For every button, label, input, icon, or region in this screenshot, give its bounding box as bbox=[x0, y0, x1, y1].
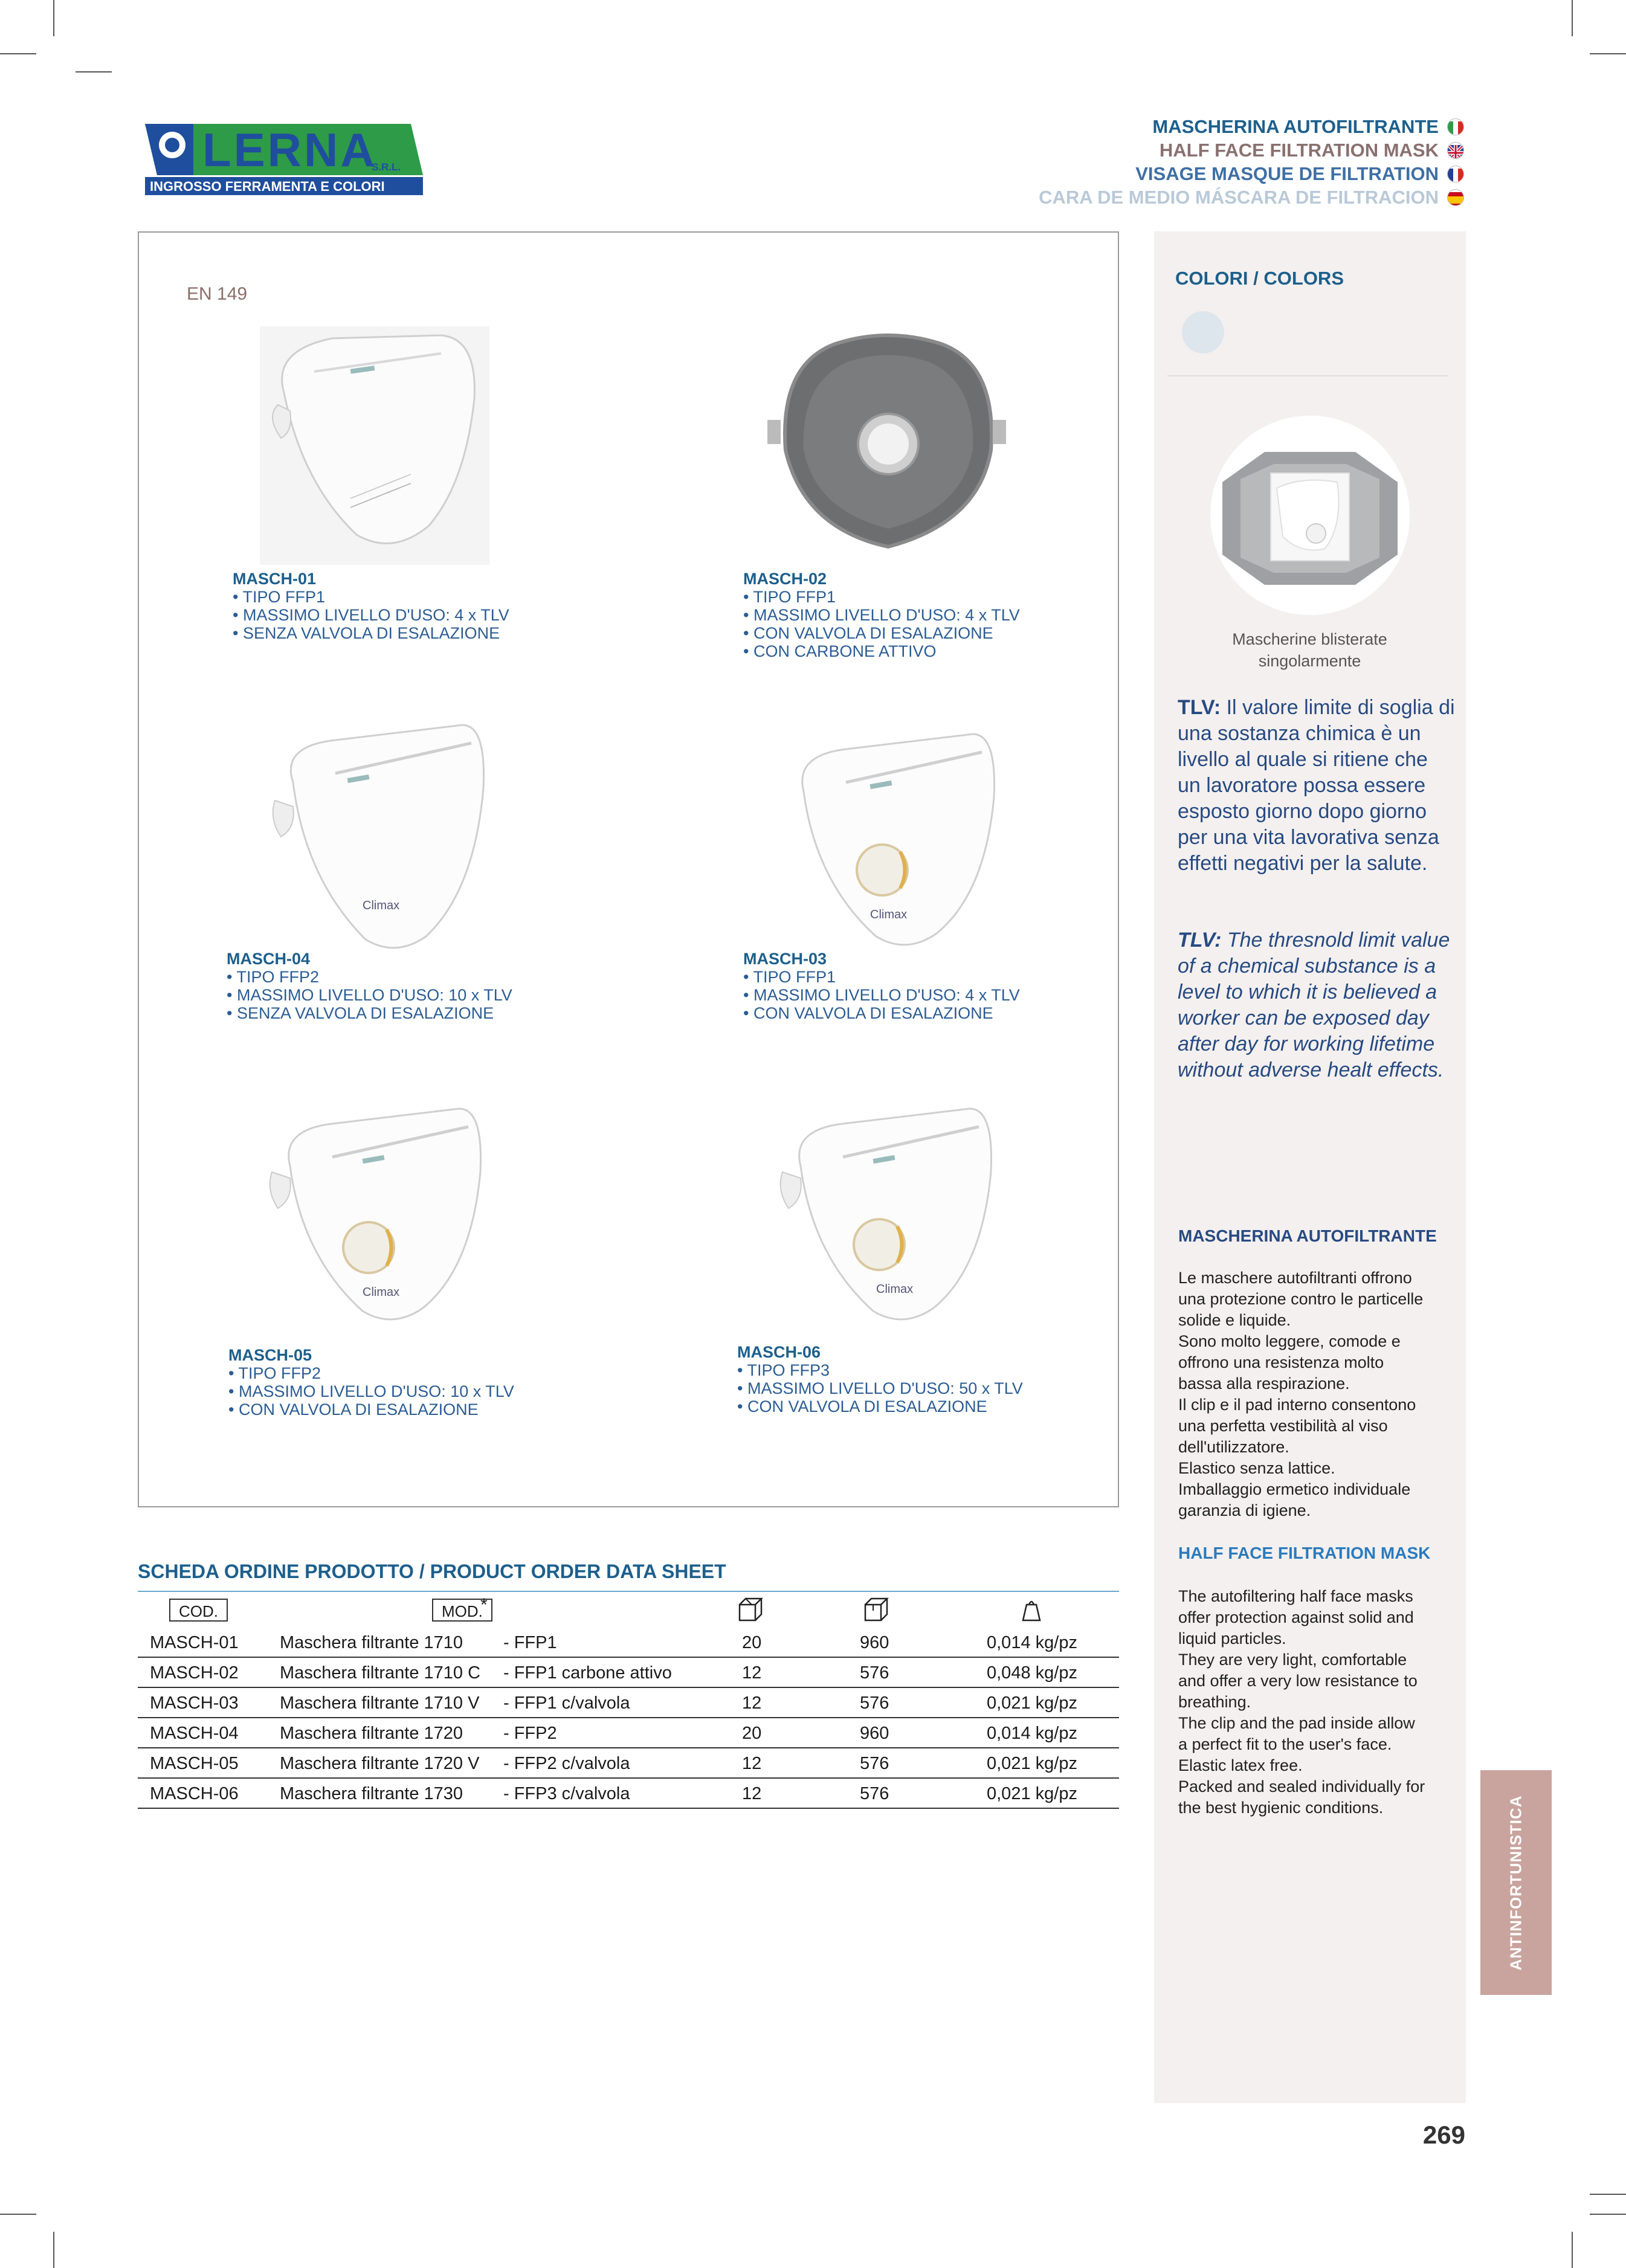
order-table-title: SCHEDA ORDINE PRODOTTO / PRODUCT ORDER DATA SHEET bbox=[138, 1561, 726, 1582]
cell-box: 960 bbox=[860, 1724, 889, 1743]
product-masch-01 bbox=[233, 570, 509, 642]
mask-02-image bbox=[767, 329, 1006, 559]
cell-desc: Maschera filtrante 1710 bbox=[280, 1633, 463, 1652]
cell-type: - FFP2 bbox=[503, 1724, 557, 1743]
description-line: Packed and sealed individually for bbox=[1178, 1777, 1425, 1796]
cell-cod: MASCH-02 bbox=[150, 1663, 239, 1683]
cell-desc: Maschera filtrante 1720 V bbox=[280, 1754, 480, 1773]
description-line: bassa alla respirazione. bbox=[1178, 1374, 1350, 1393]
product-code: MASCH-06 bbox=[737, 1343, 821, 1361]
company-logo bbox=[145, 118, 423, 202]
cell-pack: 20 bbox=[742, 1633, 762, 1652]
cell-type: - FFP2 c/valvola bbox=[503, 1754, 630, 1773]
mask-03-image bbox=[779, 725, 1003, 949]
cell-pack: 12 bbox=[742, 1663, 762, 1683]
description-line: garanzia di igiene. bbox=[1178, 1501, 1311, 1519]
product-code: MASCH-02 bbox=[743, 570, 827, 588]
table-row bbox=[138, 1689, 1119, 1718]
uk-flag-icon bbox=[1447, 142, 1464, 159]
mask-brand-text: Climax bbox=[876, 1283, 914, 1296]
product-line: • MASSIMO LIVELLO D'USO: 4 x TLV bbox=[233, 606, 509, 624]
cell-weight: 0,021 kg/pz bbox=[987, 1784, 1077, 1803]
crop-mark bbox=[1590, 2214, 1626, 2215]
mod-header: MOD. bbox=[432, 1599, 492, 1622]
cell-box: 576 bbox=[860, 1784, 889, 1803]
product-line: • TIPO FFP1 bbox=[743, 588, 836, 606]
product-line: • MASSIMO LIVELLO D'USO: 4 x TLV bbox=[743, 606, 1020, 624]
description-it bbox=[1178, 1268, 1468, 1521]
title-it-text: MASCHERINA AUTOFILTRANTE bbox=[1152, 116, 1439, 137]
cell-cod: MASCH-04 bbox=[150, 1724, 239, 1743]
product-line: • TIPO FFP1 bbox=[743, 968, 836, 986]
table-top-rule bbox=[138, 1591, 1119, 1592]
crop-mark bbox=[76, 71, 112, 72]
description-line: Le maschere autofiltranti offrono bbox=[1178, 1269, 1412, 1287]
product-line: • SENZA VALVOLA DI ESALAZIONE bbox=[233, 624, 500, 642]
description-line: Imballaggio ermetico individuale bbox=[1178, 1480, 1411, 1498]
description-line: liquid particles. bbox=[1178, 1629, 1286, 1648]
product-code: MASCH-01 bbox=[233, 570, 317, 588]
svg-text:LERNA: LERNA bbox=[202, 123, 377, 176]
description-line: and offer a very low resistance to bbox=[1178, 1672, 1418, 1690]
tlv-definition-it bbox=[1178, 695, 1456, 877]
cell-weight: 0,048 kg/pz bbox=[987, 1663, 1077, 1683]
cell-desc: Maschera filtrante 1710 V bbox=[280, 1693, 480, 1713]
mask-01-image bbox=[260, 326, 489, 565]
tlv-text: Il valore limite di soglia di una sostanza chimica è un livello al quale si ritiene che un lavoratore possa essere esposto giorno dopo giorno per una vita lavorativa senza effetti negativi per la salute. bbox=[1178, 696, 1455, 875]
description-line: offrono una resistenza molto bbox=[1178, 1353, 1384, 1371]
mask-brand-text: Climax bbox=[363, 899, 400, 912]
title-it bbox=[1039, 115, 1464, 138]
divider bbox=[1167, 375, 1448, 376]
cell-weight: 0,021 kg/pz bbox=[987, 1754, 1077, 1773]
description-line: Elastico senza lattice. bbox=[1178, 1459, 1335, 1477]
cell-weight: 0,014 kg/pz bbox=[987, 1724, 1077, 1743]
cell-type: - FFP1 bbox=[503, 1633, 557, 1652]
cell-box: 576 bbox=[860, 1754, 889, 1773]
standard-label: EN 149 bbox=[187, 284, 248, 304]
blister-pack-image bbox=[1210, 416, 1410, 615]
title-en bbox=[1039, 138, 1464, 162]
description-line: una protezione contro le particelle bbox=[1178, 1290, 1424, 1308]
description-line: a perfect fit to the user's face. bbox=[1178, 1735, 1392, 1753]
crop-mark bbox=[0, 53, 36, 54]
description-line: The clip and the pad inside allow bbox=[1178, 1714, 1415, 1732]
title-es-text: CARA DE MEDIO MÁSCARA DE FILTRACION bbox=[1039, 187, 1439, 208]
category-tab-label bbox=[1480, 1770, 1552, 1995]
logo-tagline: INGROSSO FERRAMENTA E COLORI bbox=[150, 179, 385, 194]
product-masch-04 bbox=[227, 950, 512, 1022]
page-number: 269 bbox=[1422, 2121, 1465, 2149]
product-code: MASCH-04 bbox=[227, 950, 311, 968]
tlv-definition-en bbox=[1178, 927, 1456, 1083]
product-code: MASCH-05 bbox=[228, 1346, 312, 1364]
tlv-text-en: The thresnold limit value of a chemical substance is a level to which it is believed a worker can be exposed day after day for working lifetime without adverse healt effects. bbox=[1178, 929, 1450, 1081]
product-line: • MASSIMO LIVELLO D'USO: 50 x TLV bbox=[737, 1379, 1023, 1397]
description-line: Elastic latex free. bbox=[1178, 1756, 1303, 1774]
description-line: dell'utilizzatore. bbox=[1178, 1438, 1289, 1456]
blister-caption bbox=[1166, 628, 1453, 672]
cell-type: - FFP1 c/valvola bbox=[503, 1693, 630, 1713]
product-line: • CON VALVOLA DI ESALAZIONE bbox=[743, 624, 993, 642]
tlv-label-en: TLV: bbox=[1178, 929, 1222, 952]
crop-mark bbox=[1572, 2232, 1573, 2268]
description-line: The autofiltering half face masks bbox=[1178, 1587, 1413, 1605]
crop-mark bbox=[0, 2214, 36, 2215]
product-line: • TIPO FFP1 bbox=[233, 588, 325, 606]
crop-mark bbox=[53, 2232, 54, 2268]
product-line: • MASSIMO LIVELLO D'USO: 10 x TLV bbox=[228, 1382, 514, 1400]
description-line: breathing. bbox=[1178, 1693, 1251, 1711]
cell-cod: MASCH-03 bbox=[150, 1693, 239, 1713]
cell-pack: 12 bbox=[742, 1784, 762, 1803]
blister-caption-line: Mascherine blisterate bbox=[1232, 630, 1387, 648]
cell-type: - FFP3 c/valvola bbox=[503, 1784, 630, 1803]
cell-pack: 12 bbox=[742, 1693, 762, 1713]
title-es bbox=[1039, 185, 1464, 209]
cell-desc: Maschera filtrante 1710 C bbox=[280, 1663, 481, 1683]
mask-brand-text: Climax bbox=[363, 1286, 400, 1299]
product-masch-05 bbox=[228, 1346, 514, 1419]
description-line: offer protection against solid and bbox=[1178, 1608, 1414, 1626]
description-line: the best hygienic conditions. bbox=[1178, 1799, 1384, 1817]
cell-box: 576 bbox=[860, 1693, 889, 1713]
description-line: una perfetta vestibilità al viso bbox=[1178, 1417, 1388, 1435]
fr-flag-icon bbox=[1447, 166, 1464, 182]
table-row bbox=[138, 1628, 1119, 1658]
cell-pack: 20 bbox=[742, 1724, 762, 1743]
description-line: solide e liquide. bbox=[1178, 1311, 1291, 1329]
description-line: Sono molto leggere, comode e bbox=[1178, 1332, 1401, 1350]
product-line: • CON VALVOLA DI ESALAZIONE bbox=[743, 1004, 993, 1022]
title-en-text: HALF FACE FILTRATION MASK bbox=[1159, 140, 1439, 161]
weight-icon bbox=[1018, 1596, 1045, 1623]
cell-weight: 0,014 kg/pz bbox=[987, 1633, 1077, 1652]
product-line: • MASSIMO LIVELLO D'USO: 4 x TLV bbox=[743, 986, 1020, 1004]
blister-caption-line: singolarmente bbox=[1258, 652, 1361, 670]
es-flag-icon bbox=[1447, 189, 1464, 206]
description-line: Il clip e il pad interno consentono bbox=[1178, 1396, 1416, 1414]
table-row bbox=[138, 1719, 1119, 1748]
product-masch-03 bbox=[743, 950, 1020, 1022]
product-line: • TIPO FFP3 bbox=[737, 1361, 830, 1379]
cell-cod: MASCH-01 bbox=[150, 1633, 239, 1652]
product-line: • CON VALVOLA DI ESALAZIONE bbox=[228, 1400, 479, 1419]
crop-mark bbox=[53, 0, 54, 36]
title-fr bbox=[1039, 162, 1464, 185]
product-masch-02 bbox=[743, 570, 1020, 660]
table-row bbox=[138, 1779, 1119, 1809]
product-line: • CON VALVOLA DI ESALAZIONE bbox=[737, 1397, 987, 1416]
colors-title: COLORI / COLORS bbox=[1175, 268, 1344, 289]
it-flag-icon bbox=[1447, 118, 1464, 135]
description-en bbox=[1178, 1586, 1468, 1819]
product-code: MASCH-03 bbox=[743, 950, 827, 968]
crop-mark bbox=[1590, 53, 1626, 54]
mask-05-image bbox=[266, 1100, 495, 1323]
category-tab-text: ANTINFORTUNISTICA bbox=[1506, 1795, 1525, 1970]
cell-desc: Maschera filtrante 1730 bbox=[280, 1784, 463, 1803]
product-line: • TIPO FFP2 bbox=[228, 1364, 321, 1382]
cell-box: 576 bbox=[860, 1663, 889, 1683]
logo-suffix: S.R.L. bbox=[372, 161, 401, 173]
product-line: • TIPO FFP2 bbox=[227, 968, 319, 986]
section-title-en: HALF FACE FILTRATION MASK bbox=[1178, 1544, 1431, 1562]
product-line: • CON CARBONE ATTIVO bbox=[743, 642, 937, 660]
cell-desc: Maschera filtrante 1720 bbox=[280, 1724, 463, 1743]
outer-box-icon bbox=[863, 1596, 892, 1623]
mask-brand-text: Climax bbox=[870, 908, 908, 921]
cell-pack: 12 bbox=[742, 1754, 762, 1773]
product-line: • MASSIMO LIVELLO D'USO: 10 x TLV bbox=[227, 986, 512, 1004]
description-line: They are very light, comfortable bbox=[1178, 1651, 1407, 1669]
cell-cod: MASCH-06 bbox=[150, 1784, 239, 1803]
table-row bbox=[138, 1658, 1119, 1688]
title-fr-text: VISAGE MASQUE DE FILTRATION bbox=[1135, 163, 1439, 184]
mask-04-image bbox=[269, 716, 492, 958]
cell-cod: MASCH-05 bbox=[150, 1754, 239, 1773]
inner-box-icon bbox=[737, 1596, 766, 1623]
header-titles bbox=[1039, 115, 1464, 209]
crop-mark bbox=[1572, 0, 1573, 36]
cell-weight: 0,021 kg/pz bbox=[987, 1693, 1077, 1713]
crop-mark bbox=[1590, 2194, 1626, 2195]
cod-header: COD. bbox=[169, 1599, 228, 1622]
mod-asterisk: * bbox=[480, 1595, 488, 1615]
mask-06-image bbox=[776, 1100, 1006, 1323]
section-title-it: MASCHERINA AUTOFILTRANTE bbox=[1178, 1226, 1437, 1245]
table-row bbox=[138, 1749, 1119, 1779]
product-masch-06 bbox=[737, 1343, 1023, 1416]
color-swatch bbox=[1182, 311, 1224, 353]
cell-box: 960 bbox=[860, 1633, 889, 1652]
tlv-label: TLV: bbox=[1178, 696, 1221, 719]
product-line: • SENZA VALVOLA DI ESALAZIONE bbox=[227, 1004, 494, 1022]
cell-type: - FFP1 carbone attivo bbox=[503, 1663, 672, 1683]
